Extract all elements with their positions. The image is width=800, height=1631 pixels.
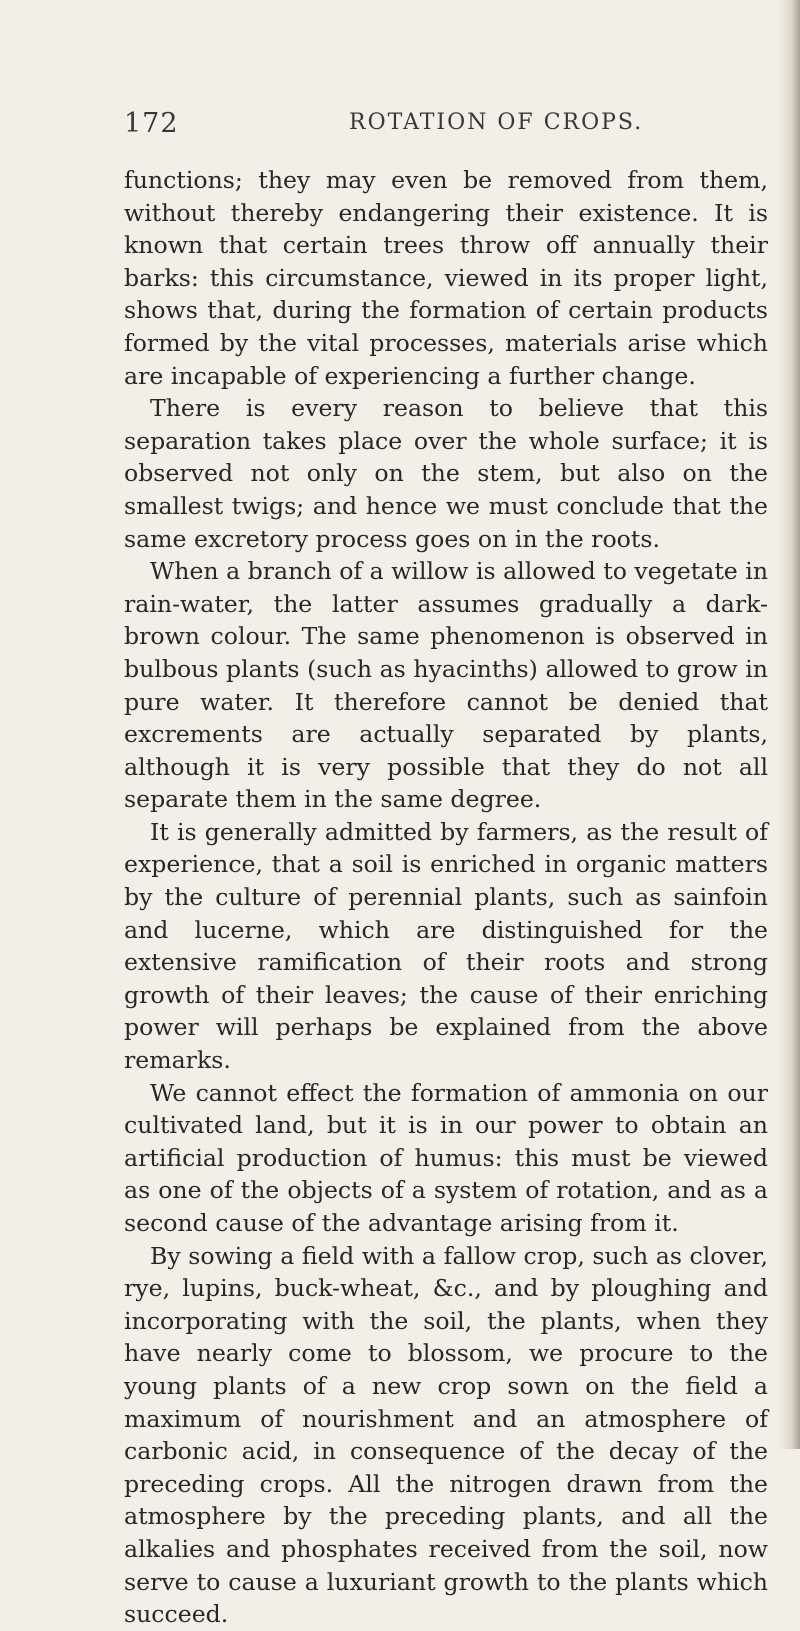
paragraph: When a branch of a willow is allowed to vegetate in rain-water, the latter assumes gradually a dark-brown colour. The same phenomenon is observed in bulbous plants (such as hyacinths) allowed to grow in pure water. It therefore cannot be denied that excrements are actually separated by plants, although it is very possible that they do not all separate them in the same degree. xyxy=(124,557,769,814)
paragraph: There is every reason to believe that this separation takes place over the whole surface; it is observed not only on the stem, but also on the smallest twigs; and hence we must conclude that the same excretory process goes on in the roots. xyxy=(124,394,768,553)
page-number: 172 xyxy=(124,108,179,139)
running-head: ROTATION OF CROPS. xyxy=(349,110,644,135)
paragraph: functions; they may even be removed from them, without thereby endangering their existence. It is known that certain trees throw off annually their barks: this circumstance, viewed in its proper light, shows that, during the formation of certain products formed by the vital processes, materials arise which are incapable of experiencing a further change. xyxy=(124,166,768,390)
paragraph: By sowing a field with a fallow crop, such as clover, rye, lupins, buck-wheat, &c., and by ploughing and incorporating with the soil, the plants, when they have nearly come to blossom, we procure to the young plants of a new crop sown on the field a maximum of nourishment and an atmosphere of carbonic acid, in consequence of the decay of the preceding crops. All the nitrogen drawn from the atmosphere by the preceding plants, and all the alkalies and phosphates received from the soil, now serve to cause a luxuriant growth to the plants which succeed. xyxy=(124,1241,768,1629)
page-edge-shadow xyxy=(778,0,800,1449)
page-header xyxy=(124,108,684,148)
paragraph: We cannot effect the formation of ammonia on our cultivated land, but it is in our power to obtain an artificial production of humus: this must be viewed as one of the objects of a system of rotation, and as a second cause of the advantage arising from it. xyxy=(124,1078,768,1237)
body-text xyxy=(124,164,768,1631)
paragraph: It is generally admitted by farmers, as the result of experience, that a soil is enriched in organic matters by the culture of perennial plants, such as sainfoin and lucerne, which are distinguished for the extensive ramification of their roots and strong growth of their leaves; the cause of their enriching power will perhaps be explained from the above remarks. xyxy=(124,817,768,1075)
